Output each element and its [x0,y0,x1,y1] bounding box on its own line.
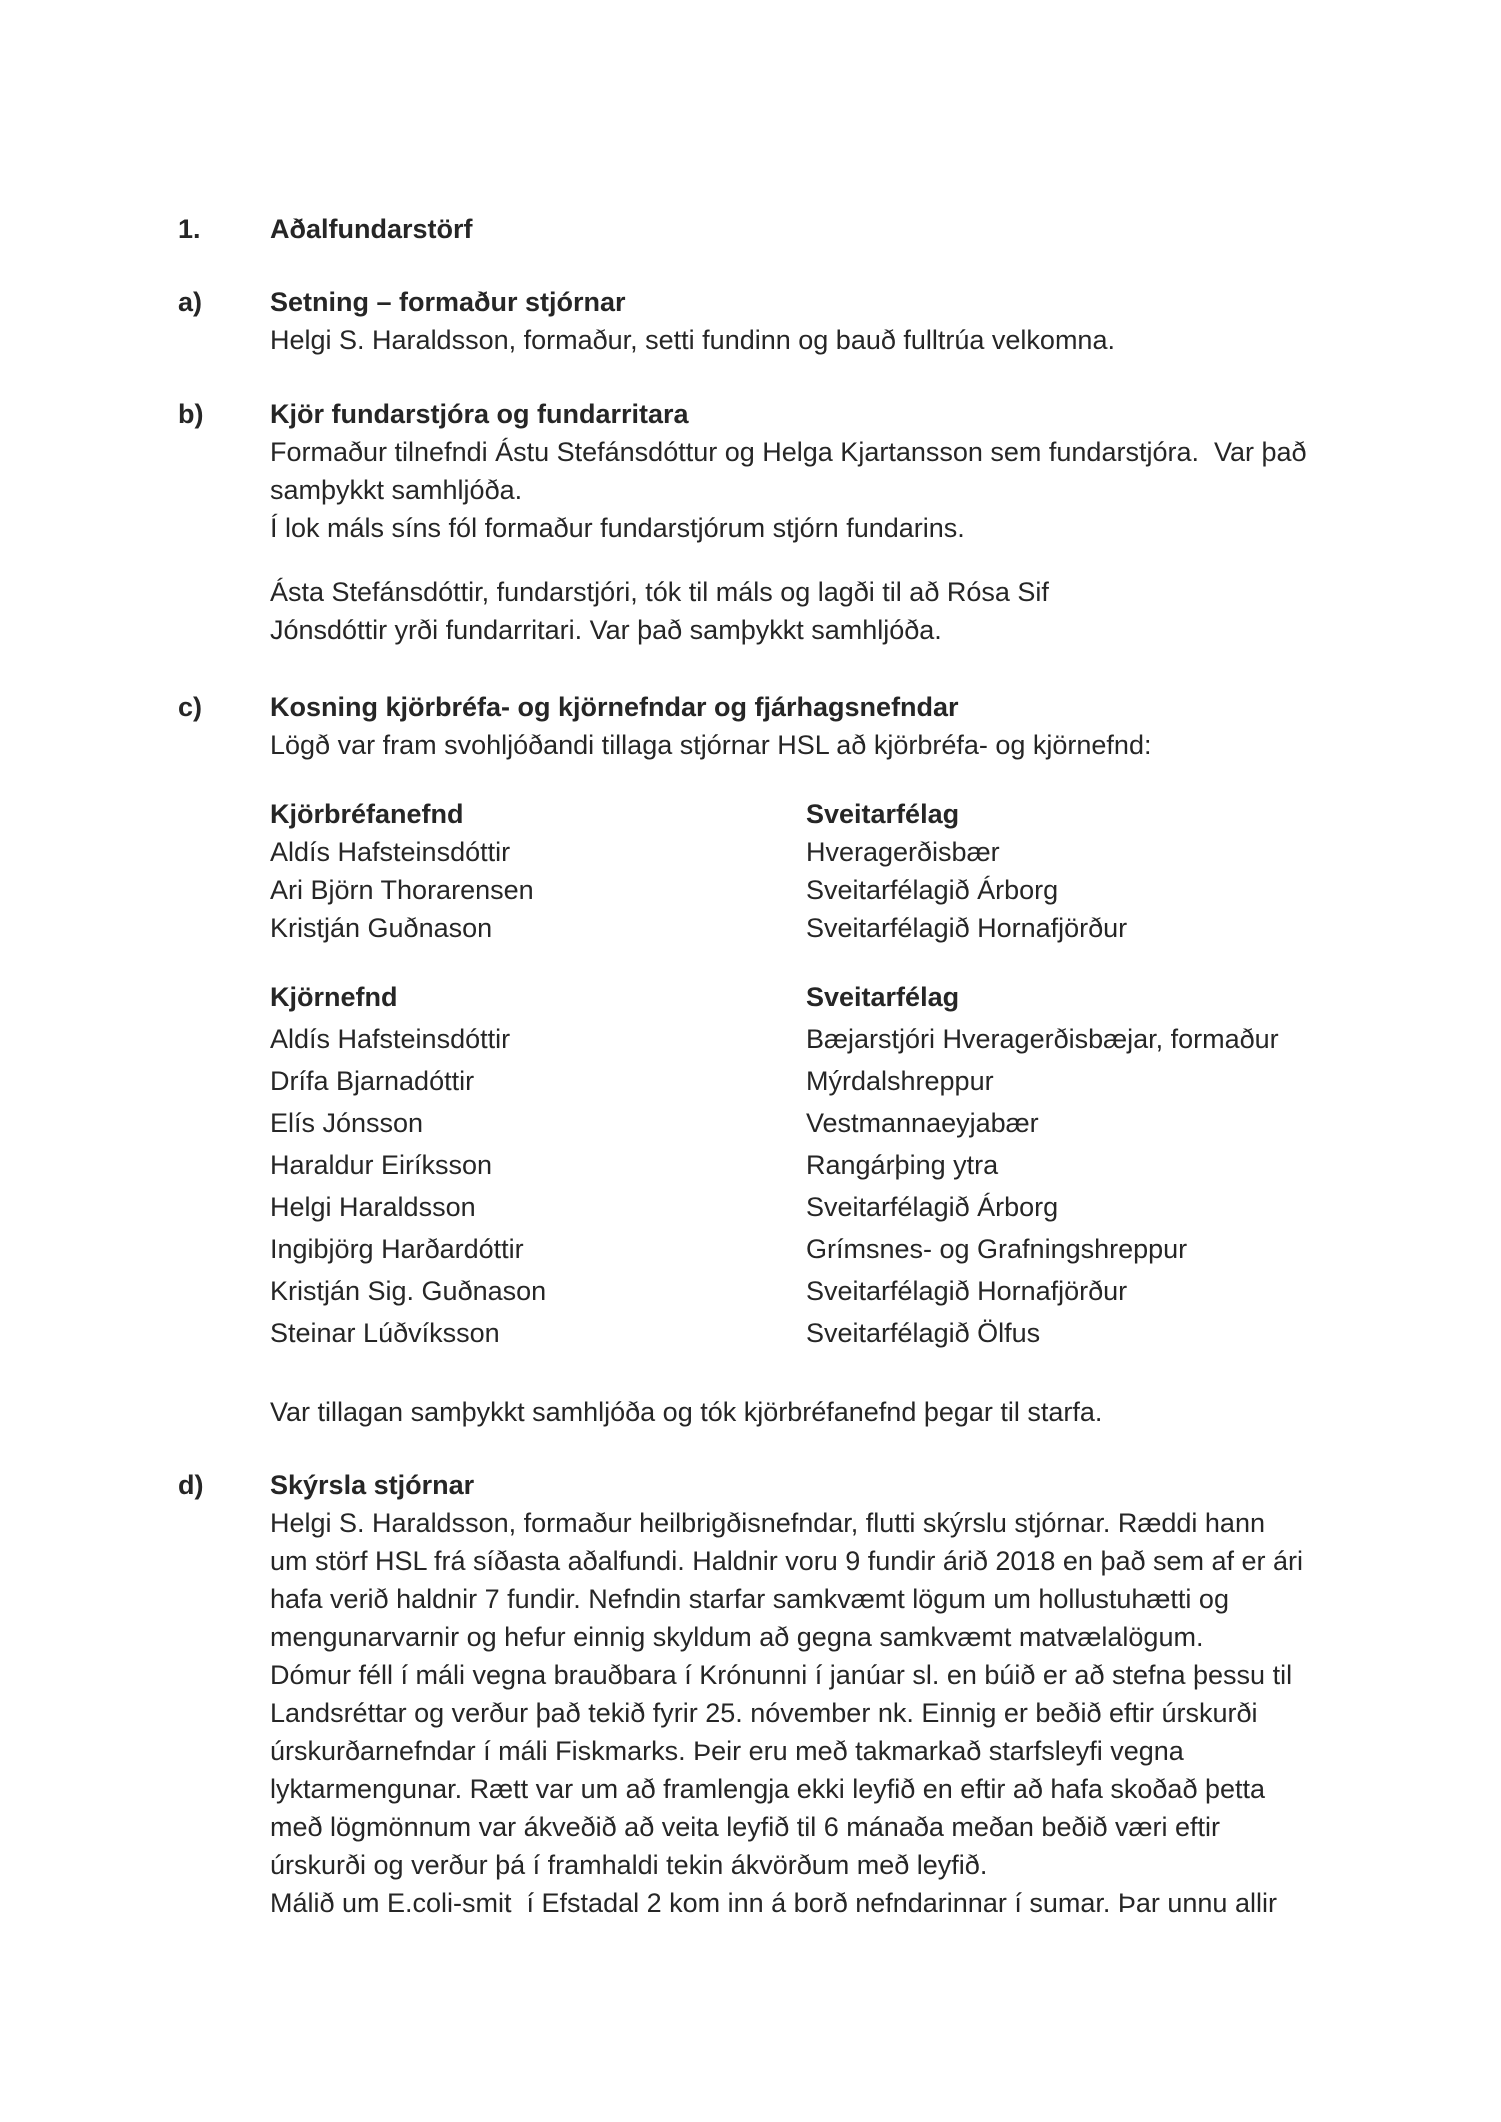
table-header-row [270,795,1450,833]
body-line: Helgi S. Haraldsson, formaður, setti fundinn og bauð fulltrúa velkomna. [270,325,1115,355]
section-1-number: 1. [178,214,201,244]
body-line: Málið um E.coli-smit í Efstadal 2 kom inn á borð nefndarinnar í sumar. Þar unnu allir [270,1888,1277,1918]
table-row [270,1060,1450,1102]
table-cell-municipality: Bæjarstjóri Hveragerðisbæjar, formaður [806,1024,1279,1054]
body-line: Landsréttar og verður það tekið fyrir 25. nóvember nk. Einnig er beðið eftir úrskurði [270,1698,1258,1728]
section-a [178,283,1450,359]
table-header-row [270,976,1450,1018]
table-cell-name: Kristján Sig. Guðnason [270,1276,547,1306]
body-line: samþykkt samhljóða. [270,475,523,505]
body-line: um störf HSL frá síðasta aðalfundi. Haldnir voru 9 fundir árið 2018 en það sem af er ári [270,1546,1304,1576]
table-cell-municipality: Sveitarfélagið Árborg [806,875,1059,905]
committee-table-kjornefnd [270,976,1450,1354]
section-c [178,688,1450,1431]
committee-table-kjorbrefanefnd [270,795,1450,947]
table-row [270,871,1450,909]
section-b [178,395,1450,649]
table-cell-name: Steinar Lúðvíksson [270,1318,500,1348]
table-header-municipality: Sveitarfélag [806,982,960,1012]
body-line: úrskurði og verður þá í framhaldi tekin ákvörðum með leyfið. [270,1850,988,1880]
section-b-heading: Kjör fundarstjóra og fundarritara [270,399,689,429]
section-a-marker: a) [178,287,203,317]
table-cell-name: Aldís Hafsteinsdóttir [270,837,511,867]
section-c-marker: c) [178,692,203,722]
body-line: Ásta Stefánsdóttir, fundarstjóri, tók til máls og lagði til að Rósa Sif [270,577,1049,607]
section-1-heading: Aðalfundarstörf [270,214,473,244]
document-body [178,210,1450,1922]
section-b-marker: b) [178,399,204,429]
body-line: Helgi S. Haraldsson, formaður heilbrigðisnefndar, flutti skýrslu stjórnar. Ræddi hann [270,1508,1265,1538]
table-row [270,1312,1450,1354]
table-row [270,1228,1450,1270]
table-cell-municipality: Sveitarfélagið Hornafjörður [806,1276,1128,1306]
section-c-intro: Lögð var fram svohljóðandi tillaga stjórnar HSL að kjörbréfa- og kjörnefnd: [270,730,1152,760]
table-cell-municipality: Sveitarfélagið Árborg [806,1192,1059,1222]
table-cell-name: Ari Björn Thorarensen [270,875,534,905]
body-line: Dómur féll í máli vegna brauðbara í Krónunni í janúar sl. en búið er að stefna þessu til [270,1660,1293,1690]
table-cell-municipality: Hveragerðisbær [806,837,1000,867]
body-line: Jónsdóttir yrði fundarritari. Var það samþykkt samhljóða. [270,615,942,645]
section-d-paragraph [270,1504,1450,1922]
table-cell-name: Kristján Guðnason [270,913,493,943]
section-d [178,1466,1450,1922]
section-d-heading: Skýrsla stjórnar [270,1470,475,1500]
table-row [270,1102,1450,1144]
table-header-committee: Kjörnefnd [270,982,398,1012]
body-line: Í lok máls síns fól formaður fundarstjórum stjórn fundarins. [270,513,965,543]
section-d-marker: d) [178,1470,204,1500]
table-row [270,1186,1450,1228]
table-cell-name: Aldís Hafsteinsdóttir [270,1024,511,1054]
table-cell-name: Haraldur Eiríksson [270,1150,493,1180]
table-cell-municipality: Mýrdalshreppur [806,1066,994,1096]
section-1 [178,210,1450,248]
table-header-municipality: Sveitarfélag [806,799,960,829]
table-cell-municipality: Rangárþing ytra [806,1150,999,1180]
table-row [270,1018,1450,1060]
body-line: úrskurðarnefndar í máli Fiskmarks. Þeir eru með takmarkað starfsleyfi vegna [270,1736,1184,1766]
body-line: með lögmönnum var ákveðið að veita leyfið til 6 mánaða meðan beðið væri eftir [270,1812,1220,1842]
section-c-closing: Var tillagan samþykkt samhljóða og tók kjörbréfanefnd þegar til starfa. [270,1397,1103,1427]
table-cell-name: Drífa Bjarnadóttir [270,1066,475,1096]
section-b-paragraph-1 [270,433,1450,547]
table-cell-municipality: Grímsnes- og Grafningshreppur [806,1234,1188,1264]
table-row [270,1270,1450,1312]
body-line: mengunarvarnir og hefur einnig skyldum að gegna samkvæmt matvælalögum. [270,1622,1204,1652]
table-cell-municipality: Sveitarfélagið Hornafjörður [806,913,1128,943]
section-b-paragraph-2 [270,573,1450,649]
table-row [270,1144,1450,1186]
body-line: lyktarmengunar. Rætt var um að framlengja ekki leyfið en eftir að hafa skoðað þetta [270,1774,1266,1804]
section-a-heading: Setning – formaður stjórnar [270,287,626,317]
table-cell-name: Helgi Haraldsson [270,1192,476,1222]
table-row [270,909,1450,947]
table-cell-municipality: Sveitarfélagið Ölfus [806,1318,1041,1348]
table-row [270,833,1450,871]
table-cell-name: Ingibjörg Harðardóttir [270,1234,524,1264]
table-cell-municipality: Vestmannaeyjabær [806,1108,1039,1138]
body-line: Formaður tilnefndi Ástu Stefánsdóttur og Helga Kjartansson sem fundarstjóra. Var það [270,437,1307,467]
body-line: hafa verið haldnir 7 fundir. Nefndin starfar samkvæmt lögum um hollustuhætti og [270,1584,1229,1614]
table-header-committee: Kjörbréfanefnd [270,799,464,829]
table-cell-name: Elís Jónsson [270,1108,424,1138]
section-c-heading: Kosning kjörbréfa- og kjörnefndar og fjárhagsnefndar [270,692,959,722]
